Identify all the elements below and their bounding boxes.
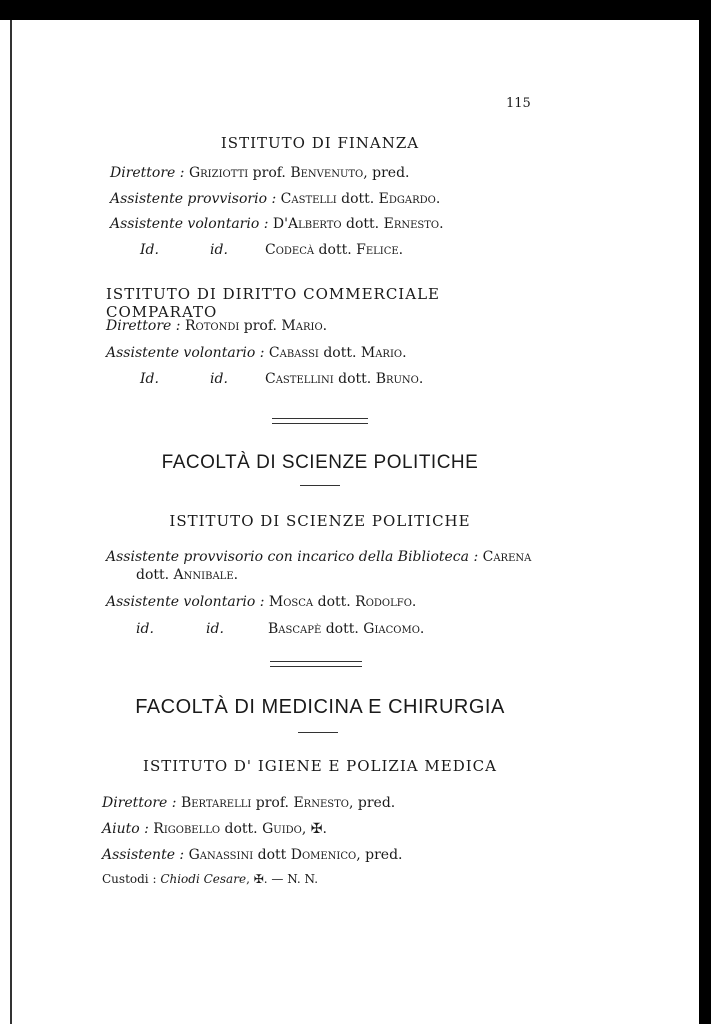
diritto-direttore xyxy=(106,318,327,334)
igiene-assistente xyxy=(102,847,403,863)
role-id: id. xyxy=(136,621,154,637)
politiche-id-row xyxy=(136,621,424,637)
first-name: Edgardo xyxy=(378,191,436,207)
igiene-aiuto xyxy=(102,821,327,837)
title-text: dott xyxy=(253,847,291,863)
role-id-2: id. xyxy=(210,242,228,258)
short-rule-divider xyxy=(300,485,340,486)
surname: Ganassini xyxy=(188,847,254,863)
double-rule-divider xyxy=(272,418,368,424)
role-id-2: id. xyxy=(206,621,224,637)
first-name: Felice xyxy=(356,242,399,258)
suffix-text: . xyxy=(418,371,424,387)
first-name: Ernesto xyxy=(383,216,440,232)
role-label: Assistente provvisorio con incarico della Biblioteca : xyxy=(106,549,479,565)
first-name: Bruno xyxy=(375,371,419,387)
igiene-custodi xyxy=(102,872,318,886)
role-label: Assistente volontario : xyxy=(110,216,269,232)
title-text: prof. xyxy=(251,795,294,811)
finanza-assistente-volontario xyxy=(110,216,444,232)
role-label: Direttore : xyxy=(102,795,177,811)
page-number: 115 xyxy=(506,96,531,111)
diritto-id-row xyxy=(140,371,423,387)
suffix-text: . xyxy=(398,242,404,258)
title-text: dott. xyxy=(318,345,361,361)
prefix-text: Custodi : xyxy=(102,872,161,886)
first-name: Annibale xyxy=(173,567,234,583)
surname: Cabassi xyxy=(268,345,319,361)
politiche-assistente-provvisorio xyxy=(106,549,531,565)
scan-right-border xyxy=(699,0,711,1024)
diritto-assistente-volontario xyxy=(106,345,407,361)
first-name: Benvenuto xyxy=(290,165,364,181)
scan-top-border xyxy=(0,0,711,20)
first-name: Domenico xyxy=(290,847,357,863)
suffix-text: . xyxy=(411,594,417,610)
politiche-continuation xyxy=(136,567,238,583)
suffix-text: , pred. xyxy=(348,795,396,811)
surname: Mosca xyxy=(268,594,314,610)
section-title-diritto: ISTITUTO DI DIRITTO COMMERCIALE COMPARATO xyxy=(106,285,440,321)
suffix-text: . xyxy=(322,318,328,334)
surname: Castelli xyxy=(280,191,337,207)
suffix-text: , ✠. xyxy=(301,821,327,837)
title-text: prof. xyxy=(248,165,291,181)
first-name: Mario xyxy=(360,345,403,361)
title-text: dott. xyxy=(341,216,384,232)
surname: Carena xyxy=(482,549,532,565)
finanza-assistente-provvisorio xyxy=(110,191,440,207)
title-text: dott. xyxy=(314,242,357,258)
short-rule-divider xyxy=(298,732,338,733)
finanza-direttore xyxy=(110,165,410,181)
title-text: dott. xyxy=(336,191,379,207)
section-title-igiene: ISTITUTO D' IGIENE E POLIZIA MEDICA xyxy=(143,757,497,775)
role-id-2: id. xyxy=(210,371,228,387)
surname: Rigobello xyxy=(153,821,221,837)
suffix-text: , ✠. — N. N. xyxy=(246,872,319,886)
suffix-text: , pred. xyxy=(356,847,403,863)
surname: D'Alberto xyxy=(272,216,342,232)
faculty-title-politiche: FACOLTÀ DI SCIENZE POLITICHE xyxy=(161,452,479,473)
role-label: Assistente volontario : xyxy=(106,594,265,610)
surname: Bascapè xyxy=(268,621,322,637)
first-name: Giacomo xyxy=(363,621,420,637)
suffix-text: , pred. xyxy=(363,165,410,181)
politiche-assistente-volontario xyxy=(106,594,416,610)
role-label: Assistente : xyxy=(102,847,185,863)
role-id: Id. xyxy=(140,371,159,387)
title-text: dott. xyxy=(313,594,356,610)
role-label: Direttore : xyxy=(106,318,181,334)
surname: Codecà xyxy=(265,242,315,258)
title-text: dott. xyxy=(321,621,364,637)
title-text: dott. xyxy=(220,821,263,837)
role-label: Direttore : xyxy=(110,165,185,181)
first-name: Guido xyxy=(262,821,302,837)
suffix-text: . xyxy=(233,567,239,583)
igiene-direttore xyxy=(102,795,395,811)
first-name: Ernesto xyxy=(293,795,349,811)
surname: Castellini xyxy=(265,371,334,387)
surname: Bertarelli xyxy=(180,795,252,811)
faculty-title-medicina: FACOLTÀ DI MEDICINA E CHIRURGIA xyxy=(135,696,505,718)
role-label: Aiuto : xyxy=(102,821,149,837)
title-text: dott. xyxy=(333,371,376,387)
finanza-id-row xyxy=(140,242,403,258)
section-title-finanza: ISTITUTO DI FINANZA xyxy=(220,134,420,152)
suffix-text: . xyxy=(402,345,407,361)
custodian-name: Chiodi Cesare xyxy=(160,872,247,886)
suffix-text: . xyxy=(439,216,444,232)
suffix-text: . xyxy=(435,191,441,207)
title-text: prof. xyxy=(239,318,282,334)
double-rule-divider xyxy=(270,661,362,667)
surname: Griziotti xyxy=(188,165,249,181)
suffix-text: . xyxy=(419,621,425,637)
prefix-text: dott. xyxy=(136,567,174,583)
first-name: Mario xyxy=(281,318,323,334)
section-title-scienze-politiche: ISTITUTO DI SCIENZE POLITICHE xyxy=(169,512,471,530)
first-name: Rodolfo xyxy=(355,594,412,610)
role-label: Assistente volontario : xyxy=(106,345,265,361)
role-id: Id. xyxy=(140,242,159,258)
role-label: Assistente provvisorio : xyxy=(110,191,277,207)
surname: Rotondi xyxy=(184,318,240,334)
